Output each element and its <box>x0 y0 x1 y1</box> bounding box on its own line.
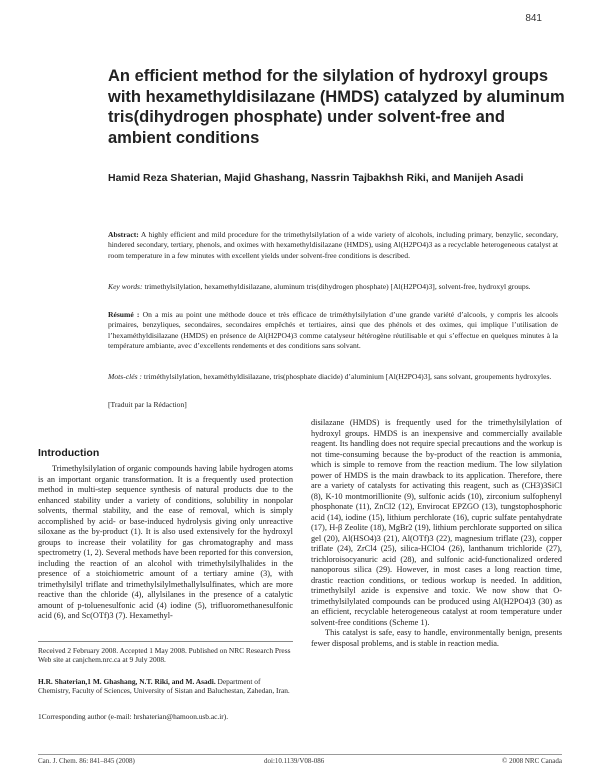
mots-cles <box>108 372 558 382</box>
resume-label: Résumé : <box>108 310 140 319</box>
footer-divider <box>38 754 562 755</box>
abstract <box>108 230 558 261</box>
received-dates: Received 2 February 2008. Accepted 1 May 2008. Published on NRC Research Press Web site at canjchem.nrc.ca at 9 July 2008. <box>38 646 291 665</box>
keywords-text: trimethylsilylation, hexamethyldisilazane, aluminum tris(dihydrogen phosphate) [Al(H2PO4)3], solvent-free, hydroxyl groups. <box>144 282 531 291</box>
intro-paragraph-right: disilazane (HMDS) is frequently used for the trimethylsilylation of hydroxyl groups. HMDS is an inexpensive and commercially available reagent. Its handling does not require special precautions and the workup is not time-consuming because the by-product of the reaction is ammonia, which is simple to remove from the reaction medium. The low silylation power of HMDS is the main drawback to its application. Therefore, there are a variety of catalysts for activating this reagent, such as (CH3)3SiCl (8), K-10 montmorillionite (9), sulfonic acids (10), zirconium sulfophenyl phosphonate (11), ZnCl2 (12), Envirocat EPZGO (13), tungstophosphoric acid (14), iodine (15), lithium perchlorate (16), cupric sulfate pentahydrate (17), H-β Zeolite (18), MgBr2 (19), lithium perchlorate supported on silica gel (20), Al(HSO4)3 (21), Al(OTf)3 (22), magnesium triflate (23), copper triflate (24), ZrCl4 (25), silica-HClO4 (26), lanthanum trichloride (27), trichloroisocyanuric acid (28), and sulfonic acid-functionalized ordered nanoporous silica (29). However, in most cases a long reaction time, drastic reaction conditions, or tedious workup is needed. In addition, trimethylsilyl azide is expensive and toxic. We now show that O-trimethylsilylated compounds can be produced using Al(H2PO4)3 (30) as an efficient, recyclable heterogeneous catalyst at room temperature under solvent-free conditions (Scheme 1). <box>311 418 562 627</box>
copyright: © 2008 NRC Canada <box>502 757 562 765</box>
footnote-divider <box>38 641 293 642</box>
resume-text: On a mis au point une méthode douce et très efficace de triméthylsilylation d’une grande variété d’alcools, y compris les alcools primaires, benzyliques, secondaires, secondaires empêchés et tertiaires, ainsi que des phénols et des oximes, qui implique l’utilisation de l’hexaméthyldisilazane (HMDS) en présence de Al(H2PO4)3 comme catalyseur hétérogène réutilisable et qui s’effectue en quelques minutes à la température ambiante, avec d’excellents rendements et des conditions sans solvant. <box>108 310 558 350</box>
corresponding-author: 1Corresponding author (e-mail: hrshaterian@hamoon.usb.ac.ir). <box>38 712 229 721</box>
section-heading-introduction: Introduction <box>38 447 100 459</box>
resume <box>108 310 558 351</box>
keywords <box>108 282 558 292</box>
author-list: Hamid Reza Shaterian, Majid Ghashang, Nassrin Tajbakhsh Riki, and Manijeh Asadi <box>108 172 524 184</box>
affiliation-names: H.R. Shaterian,1 M. Ghashang, N.T. Riki, and M. Asadi. <box>38 677 216 686</box>
intro-paragraph-left: Trimethylsilylation of organic compounds having labile hydrogen atoms is an important organic transformation. It is a frequently used protection method in multi-step sequence synthesis of natural products due to the enhanced stability under a variety of conditions, solubility in nonpolar solvents, thermal stability, and the ease of removal, which is simply accomplished by acid- or base-induced hydrolysis giving only unreactive siloxane as the by-product (1). It is also used extensively for the hydroxyl groups to increase their volatility for gas chromatography and mass spectrometry (1, 2). Several methods have been reported for this conversion, including the reaction of an alcohol with trimethylsilylhalides in the presence of a stoichiometric amount of a tertiary amine (3), with trimethylsilyl triflate and trimethylsilylmethallylsulfinates, which are more reactive than the chloride (4), allylsilanes in the presence of a catalytic amount of p-toluenesulfonic acid (4) iodine (5), trifluoromethanesulfonic acid (6), and Sc(OTf)3 (7). Hexamethyl- <box>38 464 293 620</box>
page-number: 841 <box>525 13 542 24</box>
intro-right-column <box>311 418 562 649</box>
keywords-label: Key words: <box>108 282 143 291</box>
abstract-text: A highly efficient and mild procedure for the trimethylsilylation of a wide variety of alcohols, including primary, benzylic, secondary, hindered secondary, tertiary, phenols, and oximes with hexamethyldisilazane (HMDS), using Al(H2PO4)3 as a recyclable heterogeneous catalyst at room temperature in a few minutes with excellent yields under solvent-free conditions is described. <box>108 230 558 260</box>
affiliation-place: Department of Chemistry, Faculty of Sciences, University of Sistan and Baluchestan, Zahedan, Iran. <box>38 677 290 696</box>
doi: doi:10.1139/V08-086 <box>264 757 325 765</box>
abstract-label: Abstract: <box>108 230 139 239</box>
affiliation <box>38 677 293 696</box>
article-title: An efficient method for the silylation of hydroxyl groups with hexamethyldisilazane (HMDS) catalyzed by aluminum tris(dihydrogen phosphate) under solvent-free and ambient conditions <box>108 67 565 147</box>
translation-note: [Traduit par la Rédaction] <box>108 400 187 409</box>
mots-cles-label: Mots-clés : <box>108 372 142 381</box>
mots-cles-text: triméthylsilylation, hexaméthyldisilazane, tris(phosphate diacide) d’aluminium [Al(H2PO4)3], sans solvant, groupements hydroxyles. <box>143 372 552 381</box>
intro-paragraph-right-2: This catalyst is safe, easy to handle, environmentally benign, presents fewer disposal problems, and is stable in reaction media. <box>311 628 562 648</box>
journal-citation: Can. J. Chem. 86: 841–845 (2008) <box>38 757 135 765</box>
